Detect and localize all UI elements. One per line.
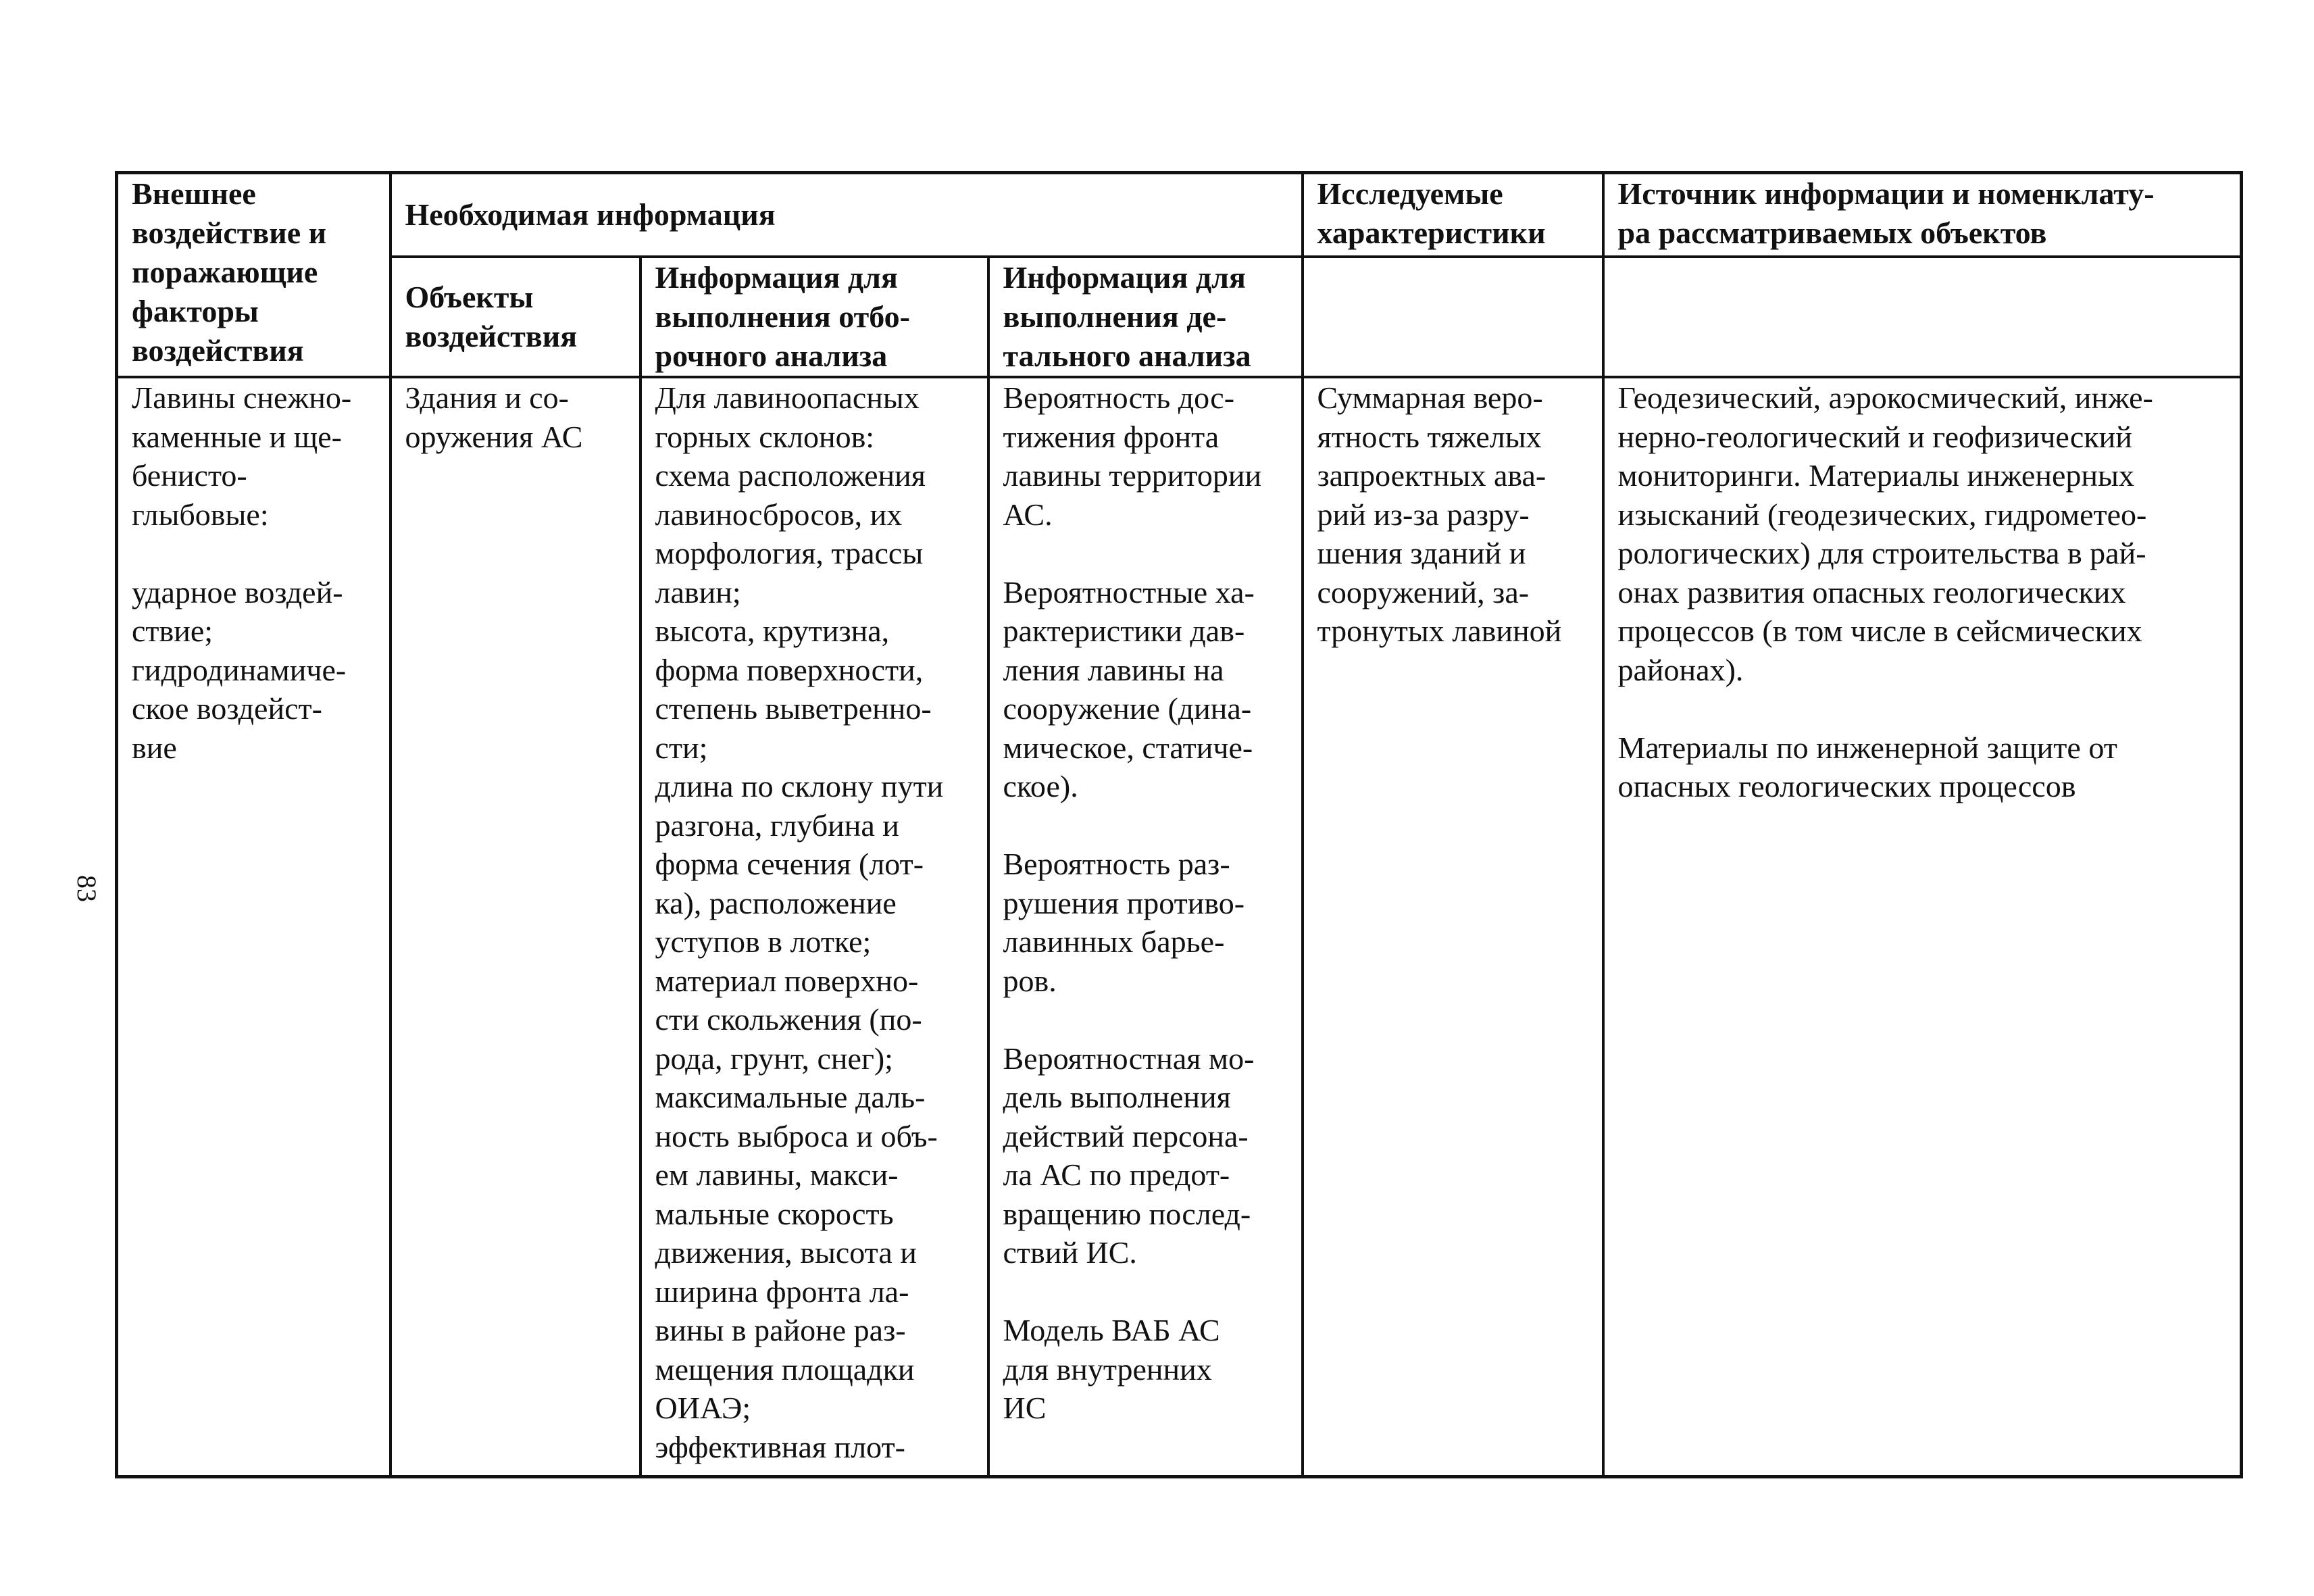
header-line: воздействия [132, 333, 304, 368]
cell-line: вращению послед- [1003, 1196, 1251, 1231]
cell-line: ствие; [132, 614, 213, 648]
cell-line: рологических) для строительства в рай- [1617, 536, 2146, 570]
header-line: рочного анализа [655, 339, 888, 373]
cell-line: Вероятностная мо- [1003, 1041, 1255, 1076]
cell-line: Модель ВАБ АС [1003, 1313, 1220, 1347]
cell-line: гидродинамиче- [132, 652, 347, 687]
header-line: Внешнее [132, 176, 256, 211]
cell-line: бенисто- [132, 458, 247, 493]
cell-line: лавин; [655, 574, 741, 609]
table-row [117, 377, 2242, 1477]
cell-line: ское). [1003, 769, 1078, 803]
cell-line: морфология, трассы [655, 536, 924, 570]
cell-line [1003, 806, 1288, 845]
header-line: Исследуемые [1317, 176, 1503, 211]
header-screening-info [640, 257, 988, 377]
cell-line: вины в районе раз- [655, 1313, 906, 1347]
cell-line: максимальные даль- [655, 1080, 926, 1114]
header-line: тального анализа [1003, 339, 1251, 373]
cell-line: форма сечения (лот- [655, 847, 924, 881]
cell-line: длина по склону пути [655, 769, 944, 803]
cell-line: тижения фронта [1003, 419, 1219, 454]
requirements-table [115, 171, 2243, 1478]
cell-line: лавины территории [1003, 458, 1262, 493]
cell-line: для внутренних [1003, 1351, 1212, 1387]
cell-line: дель выполнения [1003, 1080, 1231, 1114]
cell-line: движения, высота и [655, 1235, 917, 1270]
cell-screening-info [640, 377, 988, 1477]
header-row-bottom [117, 257, 2242, 377]
page-number: 83 [72, 875, 102, 902]
header-info-source [1603, 173, 2242, 257]
cell-line: шения зданий и [1317, 536, 1526, 570]
cell-line: лавиносбросов, их [655, 497, 903, 532]
cell-line [1003, 1000, 1288, 1039]
cell-line: Вероятностные ха- [1003, 574, 1255, 609]
cell-line: Лавины снежно- [132, 380, 352, 415]
cell-line: Материалы по инженерной защите от [1617, 730, 2117, 765]
cell-line: Здания и со- [405, 380, 569, 415]
cell-line: мониторинги. Материалы инженерных [1617, 458, 2134, 493]
header-external-impact [117, 173, 391, 378]
cell-detailed-info [988, 377, 1303, 1477]
cell-line: ИС [1003, 1391, 1047, 1425]
header-line: выполнения отбо- [655, 299, 910, 334]
cell-line: запроектных ава- [1317, 458, 1546, 493]
header-line: Информация для [655, 260, 898, 295]
header-line: Информация для [1003, 260, 1246, 295]
cell-line: ское воздейст- [132, 691, 322, 726]
cell-line: действий персона- [1003, 1118, 1249, 1153]
header-line: характеристики [1317, 216, 1546, 250]
cell-line: ем лавины, макси- [655, 1157, 899, 1192]
cell-line: АС. [1003, 497, 1053, 532]
cell-line: ширина фронта ла- [655, 1274, 909, 1309]
cell-line: Для лавиноопасных [655, 380, 920, 415]
cell-line: эффективная плот- [655, 1429, 905, 1464]
cell-line: изысканий (геодезических, гидрометео- [1617, 497, 2147, 532]
cell-line: каменные и ще- [132, 419, 342, 454]
cell-line: ятность тяжелых [1317, 419, 1542, 454]
cell-line: опасных геологических процессов [1617, 769, 2076, 803]
cell-line: ударное воздей- [132, 574, 343, 609]
header-line: воздействие и [132, 216, 327, 250]
cell-line: ствий ИС. [1003, 1235, 1137, 1270]
cell-line: районах). [1617, 652, 1744, 687]
cell-line: Суммарная веро- [1317, 380, 1543, 415]
header-required-info [391, 173, 1303, 257]
cell-line: лавинных барье- [1003, 924, 1225, 959]
cell-line: онах развития опасных геологических [1617, 574, 2126, 609]
header-empty-cell [1303, 257, 1603, 377]
cell-objects-of-impact [391, 377, 640, 1477]
cell-line: ров. [1003, 963, 1057, 998]
cell-line: Вероятность дос- [1003, 380, 1235, 415]
cell-line: сооружение (дина- [1003, 691, 1252, 726]
cell-line [1003, 1272, 1288, 1312]
cell-line: горных склонов: [655, 419, 875, 454]
cell-line: степень выветренно- [655, 691, 932, 726]
header-objects-of-impact [391, 257, 640, 377]
cell-info-source [1603, 377, 2242, 1477]
cell-line: Вероятность раз- [1003, 847, 1230, 881]
cell-line: мическое, статиче- [1003, 730, 1253, 765]
cell-line: вие [132, 730, 177, 765]
cell-line: материал поверхно- [655, 963, 919, 998]
cell-line [1618, 689, 2227, 728]
header-line: поражающие [132, 255, 318, 289]
header-detailed-info [988, 257, 1303, 377]
cell-line: рушения противо- [1003, 885, 1245, 920]
header-row-top [117, 173, 2242, 257]
cell-line: сти; [655, 730, 708, 765]
header-empty-cell [1603, 257, 2242, 377]
cell-line: сти скольжения (по- [655, 1002, 922, 1037]
cell-line: мальные скорость [655, 1196, 894, 1231]
cell-line: ность выброса и объ- [655, 1118, 938, 1153]
header-line: факторы [132, 294, 259, 328]
cell-line: ления лавины на [1003, 652, 1224, 687]
cell-line: процессов (в том числе в сейсмических [1617, 614, 2142, 648]
cell-line: ОИАЭ; [655, 1391, 751, 1425]
cell-line: уступов в лотке; [655, 924, 872, 959]
cell-line [132, 534, 376, 573]
cell-line: глыбовые: [132, 497, 269, 532]
cell-line: рий из-за разру- [1317, 497, 1530, 532]
cell-line: высота, крутизна, [655, 614, 890, 648]
header-line: Источник информации и номенклату- [1617, 176, 2155, 211]
cell-line: ла АС по предот- [1003, 1157, 1230, 1192]
cell-line: нерно-геологический и геофизический [1617, 419, 2132, 454]
cell-line: тронутых лавиной [1317, 614, 1562, 648]
header-line: ра рассматриваемых объектов [1617, 216, 2047, 250]
header-line: выполнения де- [1003, 299, 1227, 334]
cell-line: ка), расположение [655, 885, 897, 920]
header-line: Объекты [405, 280, 534, 314]
cell-line: оружения АС [405, 419, 583, 454]
cell-line: разгона, глубина и [655, 807, 899, 843]
header-line: воздействия [405, 319, 578, 353]
cell-line: схема расположения [655, 458, 926, 493]
cell-line: рактеристики дав- [1003, 614, 1245, 648]
cell-line: форма поверхности, [655, 652, 924, 687]
cell-line [1003, 534, 1288, 573]
cell-studied-characteristics [1303, 377, 1603, 1477]
cell-line: мещения площадки [655, 1351, 915, 1387]
header-line: Необходимая информация [405, 197, 776, 232]
cell-line: Геодезический, аэрокосмический, инже- [1617, 380, 2153, 415]
cell-line: сооружений, за- [1317, 574, 1530, 609]
header-studied-characteristics [1303, 173, 1603, 257]
cell-external-impact [117, 377, 391, 1477]
cell-line: рода, грунт, снег); [655, 1041, 893, 1076]
